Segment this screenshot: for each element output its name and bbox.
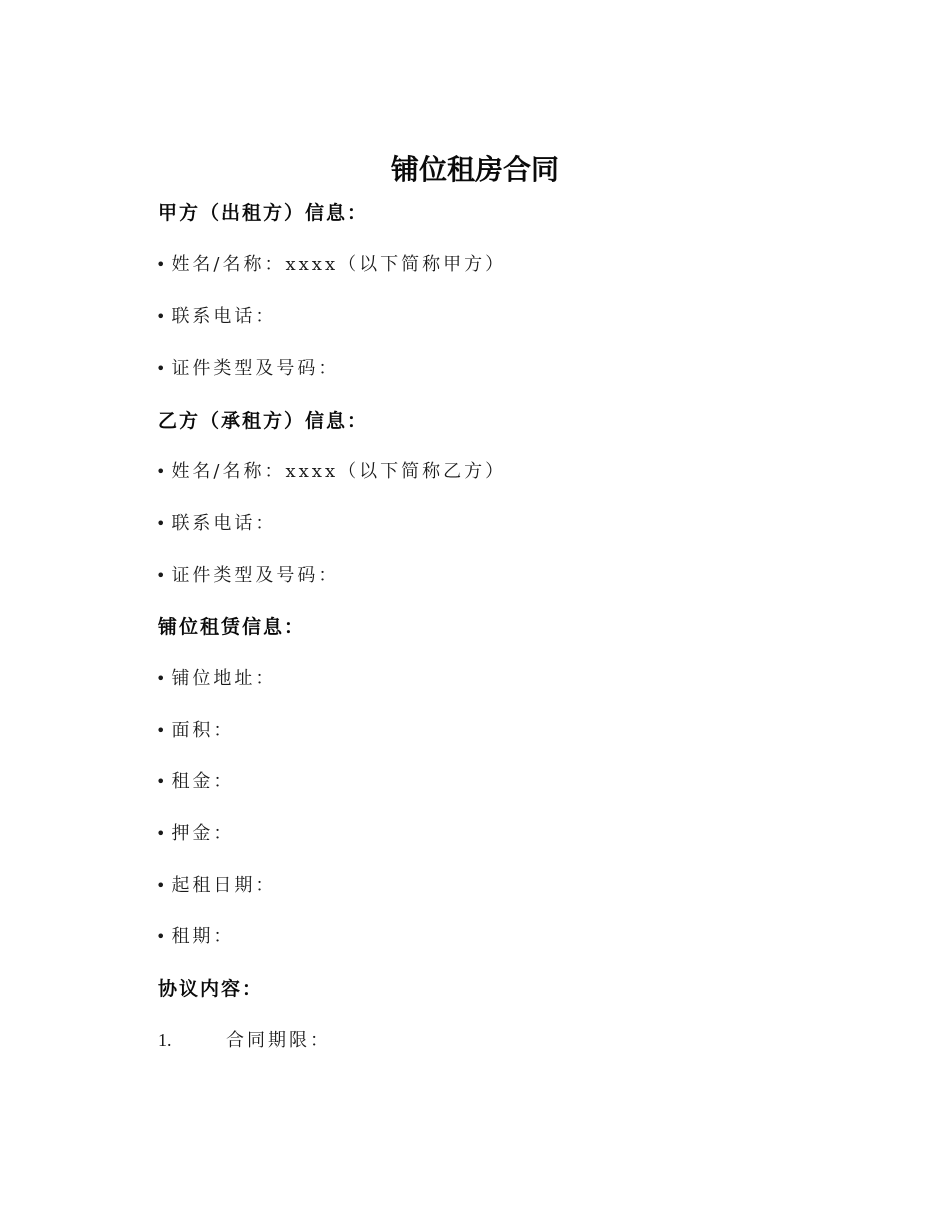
- bullet-icon: •: [156, 876, 166, 895]
- document-title: 铺位租房合同: [390, 153, 559, 186]
- party-b-heading: 乙方（承租方）信息：: [158, 410, 369, 432]
- party-b-phone-item: [156, 509, 276, 535]
- lease-start-date-item: [156, 871, 276, 897]
- party-a-phone-text: 联系电话：: [171, 306, 277, 327]
- bullet-icon: •: [156, 566, 166, 585]
- bullet-icon: •: [156, 927, 166, 946]
- bullet-icon: •: [156, 255, 166, 274]
- party-a-id-text: 证件类型及号码：: [171, 358, 340, 379]
- lease-info-heading: 铺位租赁信息：: [158, 616, 306, 638]
- bullet-icon: •: [156, 721, 166, 740]
- list-number: 1.: [158, 1030, 172, 1050]
- party-b-id-item: [156, 561, 339, 587]
- bullet-icon: •: [156, 824, 166, 843]
- lease-area-text: 面积：: [171, 720, 235, 741]
- lease-deposit-item: [156, 819, 234, 845]
- party-b-phone-text: 联系电话：: [171, 513, 277, 534]
- bullet-icon: •: [156, 514, 166, 533]
- lease-start-date-text: 起租日期：: [171, 875, 277, 896]
- agreement-item-text: 合同期限：: [226, 1030, 331, 1051]
- lease-area-item: [156, 716, 234, 742]
- lease-rent-item: [156, 767, 234, 793]
- party-b-id-text: 证件类型及号码：: [171, 565, 340, 586]
- lease-address-text: 铺位地址：: [171, 668, 277, 689]
- lease-rent-text: 租金：: [171, 771, 235, 792]
- lease-deposit-text: 押金：: [171, 823, 235, 844]
- party-b-name-item: [156, 457, 506, 483]
- party-a-id-item: [156, 354, 339, 380]
- party-a-heading: 甲方（出租方）信息：: [158, 202, 369, 224]
- agreement-item-1: [158, 1026, 331, 1052]
- lease-address-item: [156, 664, 276, 690]
- party-b-name-text: 姓名/名称：xxxx（以下简称乙方）: [171, 461, 507, 482]
- party-a-name-text: 姓名/名称：xxxx（以下简称甲方）: [171, 254, 507, 275]
- lease-term-item: [156, 922, 234, 948]
- party-a-name-item: [156, 250, 506, 276]
- bullet-icon: •: [156, 307, 166, 326]
- bullet-icon: •: [156, 772, 166, 791]
- agreement-heading: 协议内容：: [158, 978, 264, 1000]
- lease-term-text: 租期：: [171, 926, 235, 947]
- bullet-icon: •: [156, 359, 166, 378]
- bullet-icon: •: [156, 669, 166, 688]
- party-a-phone-item: [156, 302, 276, 328]
- bullet-icon: •: [156, 462, 166, 481]
